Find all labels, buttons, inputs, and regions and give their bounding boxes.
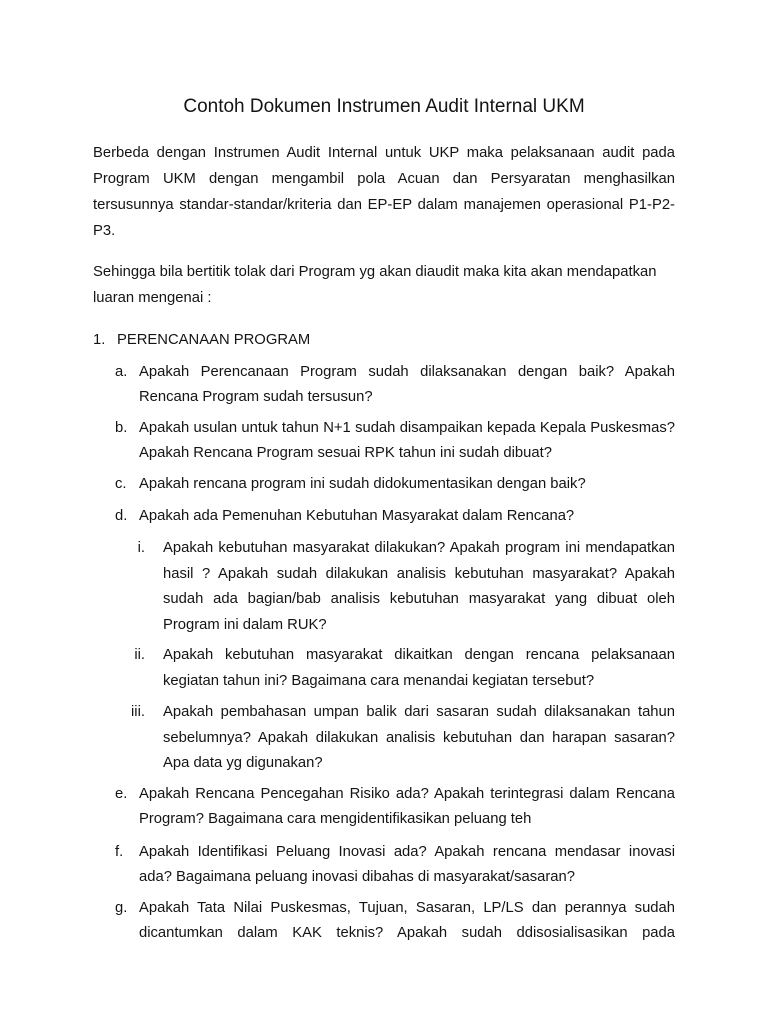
intro-paragraph-1: Berbeda dengan Instrumen Audit Internal untuk UKP maka pelaksanaan audit pada Program UKM dengan mengambil pola Acuan dan Persyaratan menghasilkan tersusunnya standar-standar/kriteria dan EP-EP dalam manajemen operasional P1-P2-P3. [93, 145, 675, 239]
intro-paragraph-2: Sehingga bila bertitik tolak dari Program yg akan diaudit maka kita akan mendapatkan luaran mengenai : [93, 264, 657, 306]
list-item-e [115, 782, 675, 832]
list-item-a [115, 360, 675, 410]
list-item-g [115, 896, 675, 946]
list-marker: d. [115, 508, 128, 524]
sub-marker: ii. [134, 647, 145, 663]
document-title: Contoh Dokumen Instrumen Audit Internal UKM [183, 96, 585, 117]
list-marker: e. [115, 786, 128, 802]
list-marker: a. [115, 364, 128, 380]
list-item-text: Apakah Perencanaan Program sudah dilaksanakan dengan baik? Apakah Rencana Program sudah tersusun? [139, 364, 675, 405]
list-item-text: Apakah usulan untuk tahun N+1 sudah disampaikan kepada Kepala Puskesmas? Apakah Rencana Program sesuai RPK tahun ini sudah dibuat? [139, 420, 675, 461]
list-item-d [115, 504, 675, 529]
list-item-text: Apakah Identifikasi Peluang Inovasi ada? Apakah rencana mendasar inovasi ada? Bagaimana peluang inovasi dibahas di masyarakat/sasaran? [139, 844, 675, 885]
list-item-c [115, 472, 675, 497]
list-item-text: Apakah ada Pemenuhan Kebutuhan Masyarakat dalam Rencana? [139, 508, 575, 524]
sub-item-ii [115, 643, 675, 694]
list-marker: b. [115, 420, 128, 436]
sub-item-iii [115, 700, 675, 777]
sub-item-i [115, 536, 675, 638]
list-item-text: Apakah Rencana Pencegahan Risiko ada? Apakah terintegrasi dalam Rencana Program? Bagaimana cara mengidentifikasikan peluang teh [139, 786, 675, 827]
list-item-f [115, 840, 675, 890]
sub-marker: iii. [131, 704, 145, 720]
list-item-text: Apakah Tata Nilai Puskesmas, Tujuan, Sasaran, LP/LS dan perannya sudah dicantumkan dalam KAK teknis? Apakah sudah ddisosialisasikan pada [139, 900, 675, 941]
list-marker: g. [115, 900, 128, 916]
sub-marker: i. [137, 540, 145, 556]
sub-item-text: Apakah pembahasan umpan balik dari sasaran sudah dilaksanakan tahun sebelumnya? Apakah dilakukan analisis kebutuhan dan harapan sasaran? Apa data yg digunakan? [163, 704, 675, 771]
list-item-b [115, 416, 675, 466]
list-marker: c. [115, 476, 127, 492]
sub-item-text: Apakah kebutuhan masyarakat dikaitkan dengan rencana pelaksanaan kegiatan tahun ini? Bagaimana cara menandai kegiatan tersebut? [163, 647, 675, 689]
section-number: 1. [93, 332, 106, 348]
section-heading [93, 328, 310, 352]
section-heading-text: PERENCANAAN PROGRAM [117, 332, 311, 348]
list-item-text: Apakah rencana program ini sudah didokumentasikan dengan baik? [139, 476, 586, 492]
sub-item-text: Apakah kebutuhan masyarakat dilakukan? Apakah program ini mendapatkan hasil ? Apakah sudah dilakukan analisis kebutuhan masyarakat? Apakah sudah ada bagian/bab analisis kebutuhan masyarakat yang dibuat oleh Program ini dalam RUK? [163, 540, 675, 633]
list-marker: f. [115, 844, 124, 860]
